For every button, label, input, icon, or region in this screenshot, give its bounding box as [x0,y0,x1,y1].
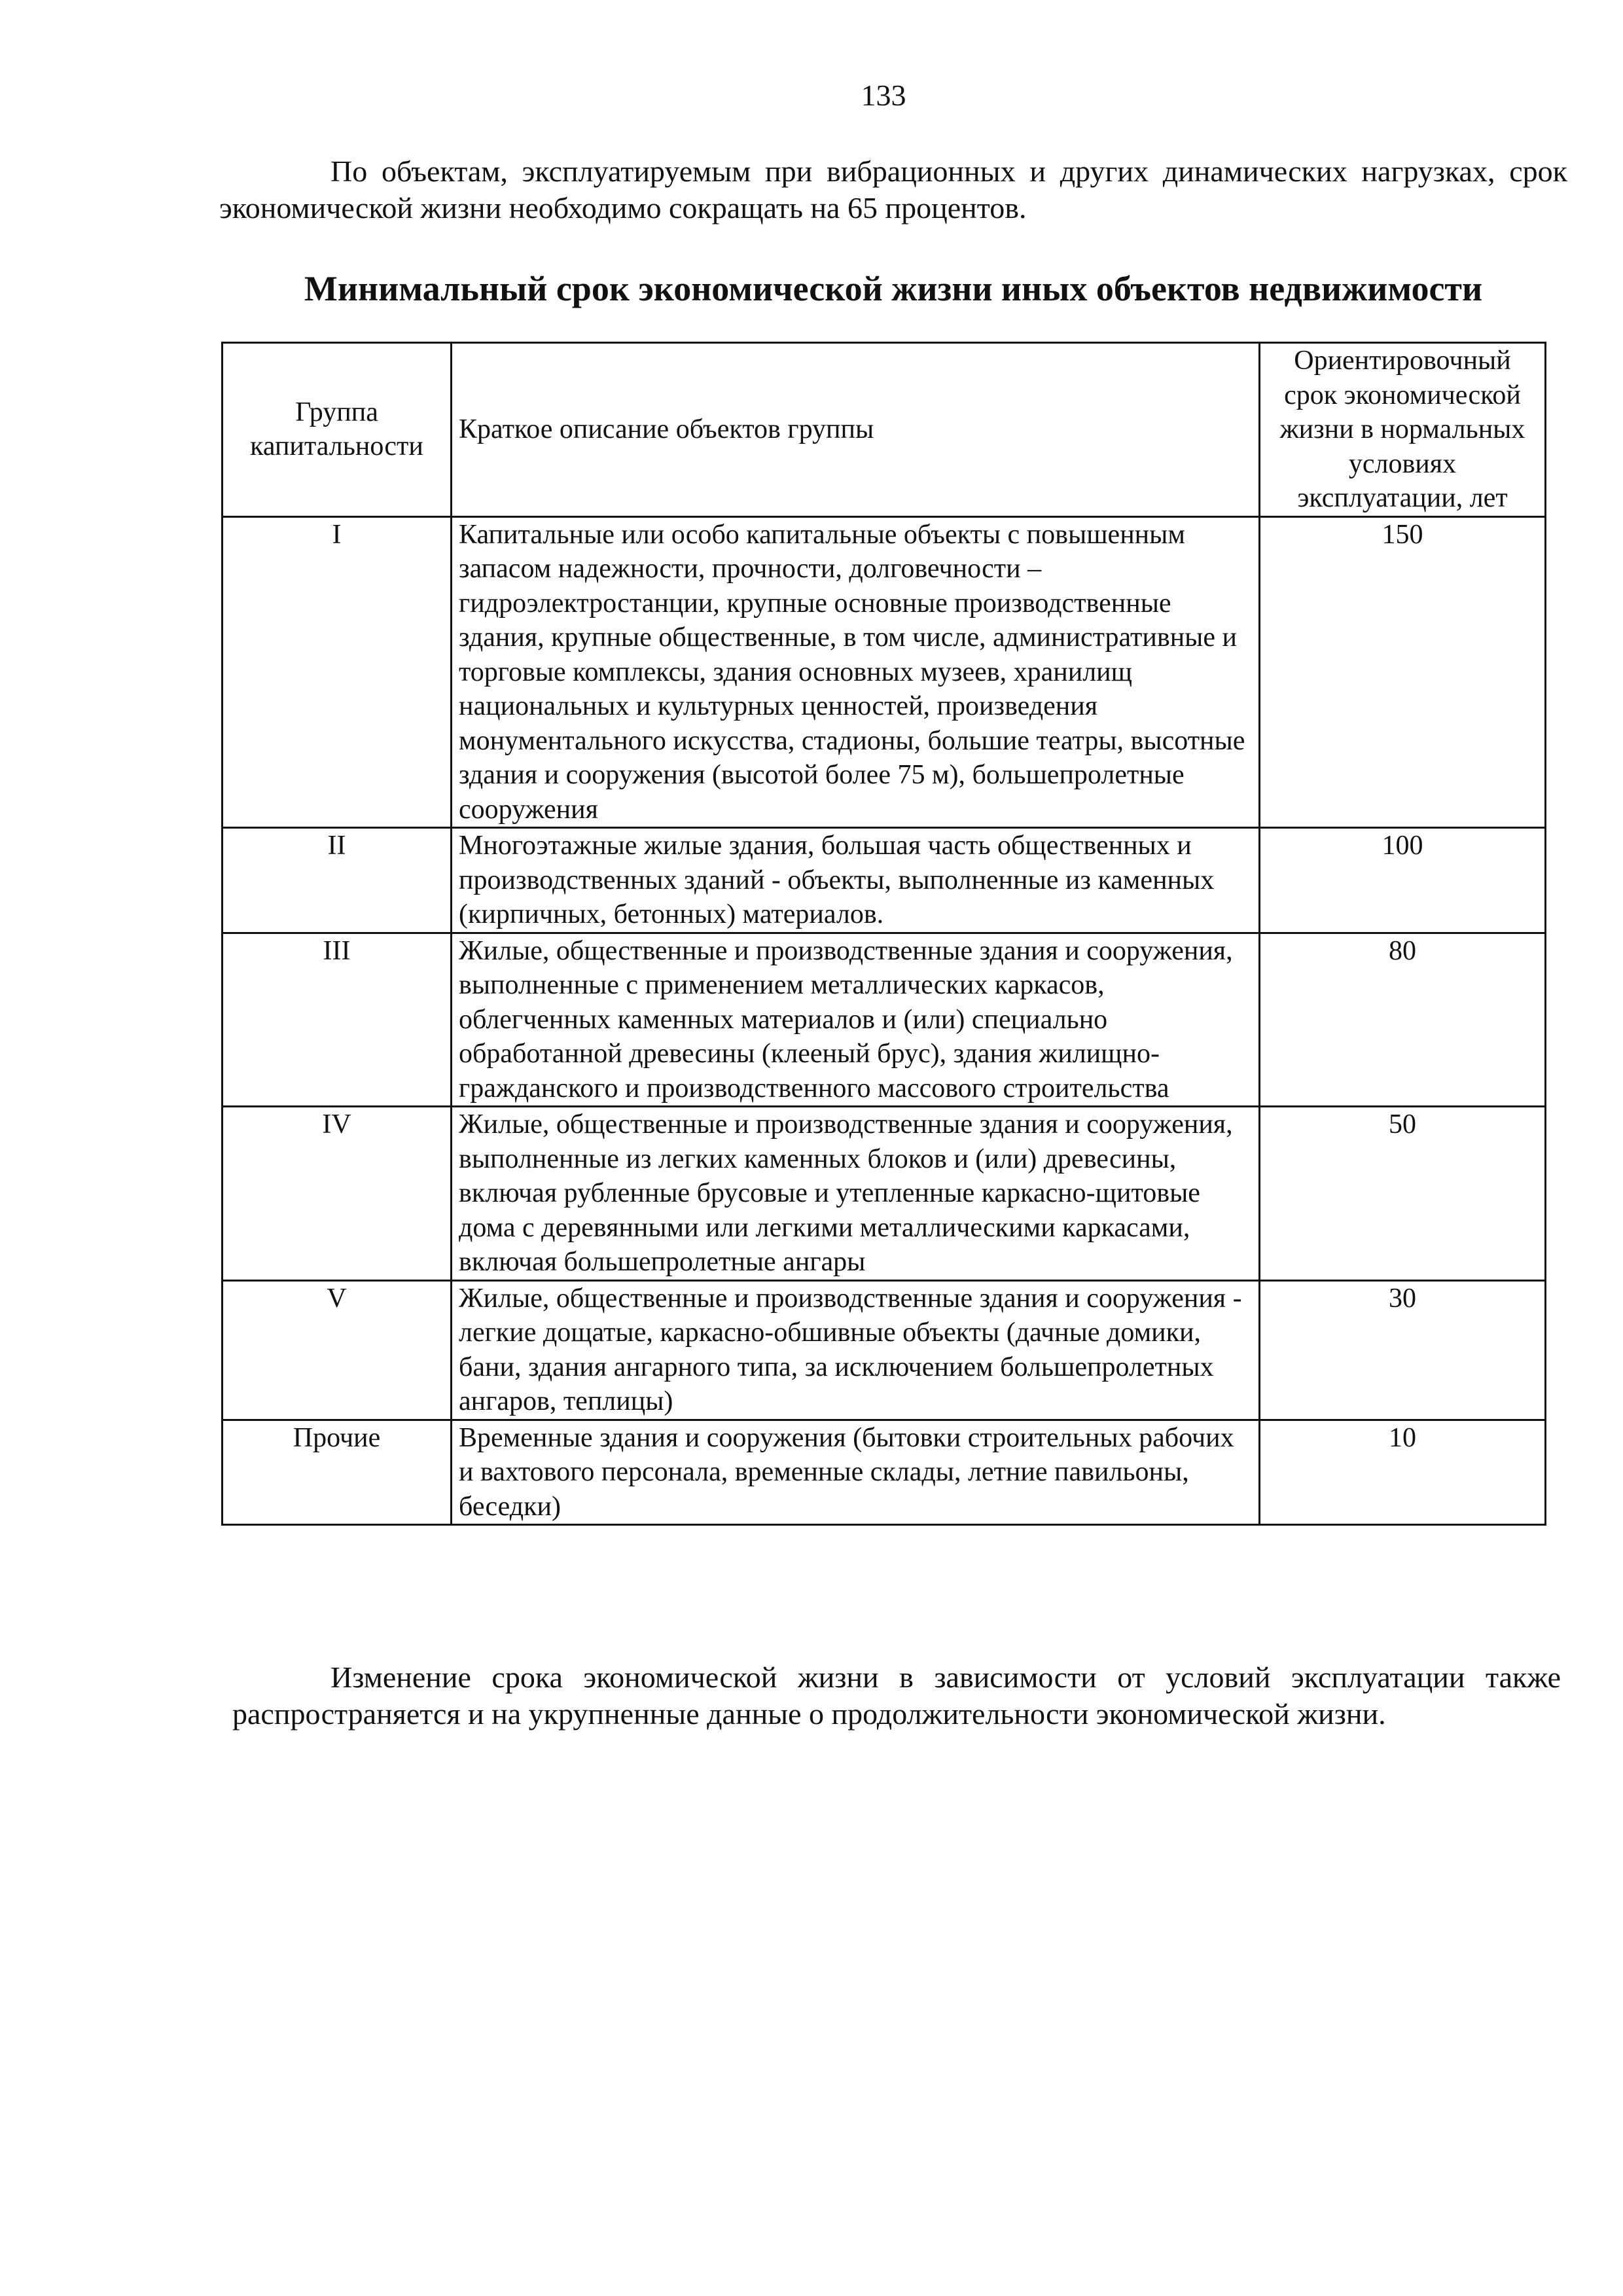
table-row [223,828,1546,933]
economic-life-table [221,342,1546,1526]
header-group: Группа капитальности [223,343,452,517]
table-row [223,1280,1546,1420]
group-cell: I [223,516,452,828]
life-cell: 100 [1260,828,1546,933]
description-cell: Жилые, общественные и производственные здания и сооружения, выполненные из легких каменных блоков и (или) древесины, включая рубленные брусовые и утепленные каркасно-щитовые дома с деревянными или легкими металлическими каркасами, включая большепролетные ангары [452,1107,1260,1281]
life-cell: 10 [1260,1420,1546,1525]
table-row [223,516,1546,828]
group-cell: IV [223,1107,452,1281]
footer-paragraph: Изменение срока экономической жизни в зависимости от условий эксплуатации также распространяется и на укрупненные данные о продолжительности экономической жизни. [232,1660,1561,1731]
group-cell: V [223,1280,452,1420]
description-cell: Многоэтажные жилые здания, большая часть общественных и производственных зданий - объекты, выполненные из каменных (кирпичных, бетонных) материалов. [452,828,1260,933]
header-life: Ориентировочный срок экономической жизни в нормальных условиях эксплуатации, лет [1260,343,1546,517]
life-cell: 80 [1260,933,1546,1107]
life-cell: 30 [1260,1280,1546,1420]
group-cell: II [223,828,452,933]
life-cell: 150 [1260,516,1546,828]
description-cell: Жилые, общественные и производственные здания и сооружения, выполненные с применением металлических каркасов, облегченных каменных материалов и (или) специально обработанной древесины (клееный брус), здания жилищно-гражданского и производственного массового строительства [452,933,1260,1107]
description-cell: Жилые, общественные и производственные здания и сооружения - легкие дощатые, каркасно-обшивные объекты (дачные домики, бани, здания ангарного типа, за исключением большепролетных ангаров, теплицы) [452,1280,1260,1420]
life-cell: 50 [1260,1107,1546,1281]
header-description: Краткое описание объектов группы [452,343,1260,517]
table-row [223,933,1546,1107]
group-cell: Прочие [223,1420,452,1525]
intro-paragraph: По объектам, эксплуатируемым при вибрационных и других динамических нагрузках, срок экономической жизни необходимо сокращать на 65 процентов. [219,154,1567,224]
group-cell: III [223,933,452,1107]
table-title: Минимальный срок экономической жизни иных объектов недвижимости [304,269,1483,308]
table-row [223,1420,1546,1525]
table-header-row [223,343,1546,517]
description-cell: Временные здания и сооружения (бытовки строительных рабочих и вахтового персонала, временные склады, летние павильоны, беседки) [452,1420,1260,1525]
page-number: 133 [861,79,906,112]
table-row [223,1107,1546,1281]
description-cell: Капитальные или особо капитальные объекты с повышенным запасом надежности, прочности, долговечности – гидроэлектростанции, крупные основные производственные здания, крупные общественные, в том числе, административные и торговые комплексы, здания основных музеев, хранилищ национальных и культурных ценностей, произведения монументального искусства, стадионы, большие театры, высотные здания и сооружения (высотой более 75 м), большепролетные сооружения [452,516,1260,828]
